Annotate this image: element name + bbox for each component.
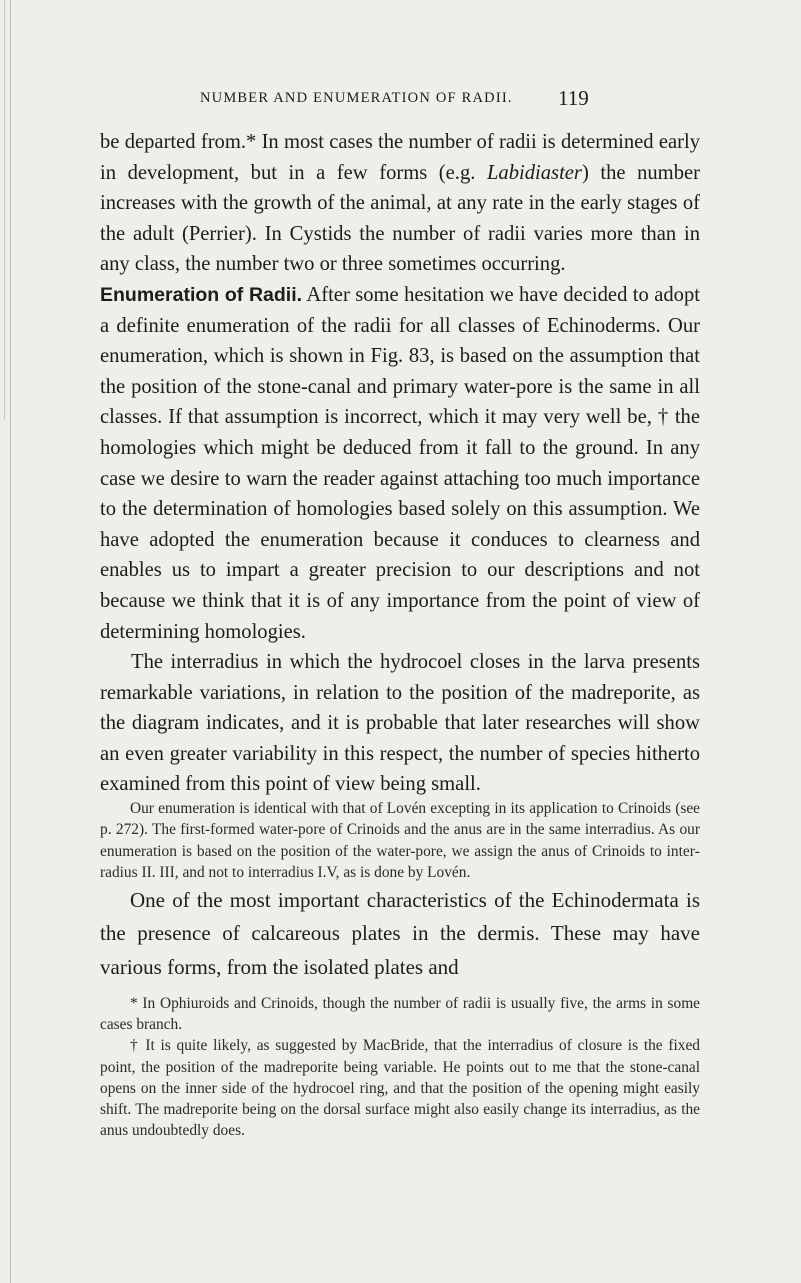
footnote-asterisk: * In Ophiuroids and Crinoids, though the number of radii is usually five, the arms in some cases branch.	[100, 995, 700, 1034]
paragraph-enumeration: Enumeration of Radii. After some hesitation we have decided to adopt a definite enumeration of the radii for all classes of Echinoderms. Our enumeration, which is shown in Fig. 83, is based on the assumption that the position of the stone-canal and primary water-pore is the same in all classes. If that assumption is incorrect, which it may very well be, † the homologies which might be deduced from it fall to the ground. In any case we desire to warn the reader against attaching too much importance to the determination of homologies based solely on this assumption. We have adopted the enumeration because it conduces to clearness and enables us to impart a greater precision to our descriptions and not because we think that it is of any importance from the point of view of determining homologies.	[100, 283, 700, 643]
page-number: 119	[558, 86, 589, 110]
main-text	[100, 127, 700, 800]
footnotes	[100, 993, 700, 1141]
paragraph-radii-development: be departed from.* In most cases the number of radii is determined early in development, but in a few forms (e.g. Labidiaster) the number increases with the growth of the animal, at any rate in the early stages of the adult (Perrier). In Cystids the number of radii varies more than in any class, the number two or three sometimes occurring.	[100, 131, 700, 276]
small-print-note: Our enumeration is identical with that of Lovén excepting in its application to Crinoids (see p. 272). The first-formed water-pore of Crinoids and the anus are in the same interradius. As our enumeration is based on the position of the water-pore, we assign the anus of Crinoids to interradius II. III, and not to interradius I.V, as is done by Lovén.	[100, 800, 700, 882]
taxon-name: Labidiaster	[486, 161, 582, 184]
page-edge-line	[10, 0, 11, 1283]
paragraph-calcareous-plates: One of the most important characteristics of the Echinodermata is the presence of calcareous plates in the dermis. These may have various forms, from the isolated plates and	[100, 888, 700, 979]
paragraph-interradius: The interradius in which the hydrocoel closes in the larva presents remarkable variations, in relation to the position of the madreporite, as the diagram indicates, and it is probable that later researches will show an even greater variability in this respect, the number of species hitherto examined from this point of view being small.	[100, 651, 700, 796]
main-text-continued	[100, 884, 700, 984]
running-head: NUMBER AND ENUMERATION OF RADII.	[200, 90, 513, 106]
footnote-dagger: † It is quite likely, as suggested by MacBride, that the interradius of closure is the fixed point, the position of the madreporite being variable. He points out to me that the stone-canal opens on the inner side of the hydrocoel ring, and that the position of the opening might easily shift. The madreporite being on the dorsal surface might also easily change its interradius, as the anus undoubtedly does.	[100, 1037, 700, 1140]
section-heading: Enumeration of Radii.	[100, 283, 303, 306]
page-edge-line-outer	[4, 0, 5, 420]
page-header	[0, 86, 801, 116]
